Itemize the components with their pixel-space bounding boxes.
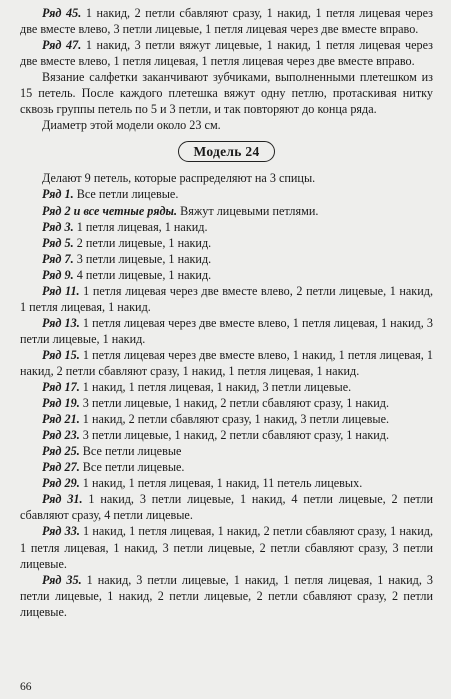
diameter-paragraph: Диаметр этой модели около 23 см. (42, 118, 221, 133)
row-label: Ряд 45. (42, 6, 82, 20)
row-text: 3 петли лицевые, 1 накид, 2 петли сбавляют сразу, 1 накид. (79, 428, 390, 443)
row-paragraph (20, 427, 433, 443)
row-label: Ряд 29. (42, 476, 80, 491)
row-paragraph (20, 235, 433, 251)
row-text: Все петли лицевые (79, 444, 182, 459)
row-paragraph (20, 443, 433, 459)
row-label: Ряд 31. (42, 492, 83, 507)
row-text: 1 накид, 3 петли лицевые, 1 накид, 1 петля лицевая, 1 накид, 3 петли лицевые, 1 накид, 2 петли лицевые, 2 петли сбавляют сразу, 2 петли лицевые. (20, 572, 433, 619)
row-paragraph (20, 411, 433, 427)
row-paragraph (20, 219, 433, 235)
intro-paragraph: Делают 9 петель, которые распределяют на 3 спицы. (42, 171, 316, 186)
row-label: Ряд 2 и все четные ряды. (42, 203, 178, 218)
row-text: 1 петля лицевая через две вместе влево, 1 петля лицевая, 1 накид, 3 петли лицевые, 1 накид. (20, 315, 433, 346)
row-text: 1 накид, 3 петли вяжут лицевые, 1 накид, 1 петля лицевая через две вместе влево, 1 петля лицевая, 1 петля лицевая через две вместе вправо. (20, 38, 433, 69)
row-paragraph (20, 459, 433, 475)
row-text: 3 петли лицевые, 1 накид, 2 петли сбавляют сразу, 1 накид. (79, 396, 390, 411)
row-text: Вяжут лицевыми петлями. (177, 203, 319, 218)
row-label: Ряд 23. (42, 428, 80, 443)
row-label: Ряд 5. (42, 235, 74, 250)
row-paragraph (20, 186, 433, 202)
row-paragraph (20, 379, 433, 395)
row-text: 1 накид, 1 петля лицевая, 1 накид, 3 петли лицевые. (79, 380, 352, 395)
finish-paragraph: Вязание салфетки заканчивают зубчиками, выполненными плетешком из 15 петель. После каждого плетешка вяжут одну петлю, протаскивая нитку сквозь группы петель по 5 и 3 петли, и так повторяют до конца ряда. (20, 70, 433, 117)
row-paragraph (20, 491, 433, 523)
row-text: 2 петли лицевые, 1 накид. (73, 235, 212, 250)
row-text: 1 накид, 1 петля лицевая, 1 накид, 2 петли сбавляют сразу, 1 накид, 1 петля лицевая, 1 накид, 3 петли лицевые, 2 петли сбавляют сразу, 3 петли лицевые. (20, 524, 433, 571)
row-label: Ряд 9. (42, 267, 74, 282)
row-paragraph (20, 203, 433, 219)
row-paragraph (20, 315, 433, 347)
row-label: Ряд 17. (42, 380, 80, 395)
heading-container (20, 141, 433, 162)
row-paragraph (20, 572, 433, 620)
row-paragraph (20, 283, 433, 315)
rows-list (20, 186, 433, 619)
row-label: Ряд 21. (42, 412, 80, 427)
row-label: Ряд 27. (42, 460, 80, 475)
row-label: Ряд 7. (42, 251, 74, 266)
row-text: 4 петли лицевые, 1 накид. (73, 267, 212, 282)
row-text: 1 петля лицевая через две вместе влево, 2 петли лицевые, 1 накид, 1 петля лицевая, 1 накид. (20, 283, 433, 314)
row-text: Все петли лицевые. (79, 460, 185, 475)
row-text: 1 накид, 3 петли лицевые, 1 накид, 4 петли лицевые, 2 петли сбавляют сразу, 4 петли лицевые. (20, 492, 434, 523)
row-label: Ряд 15. (42, 347, 80, 362)
page-number: 66 (20, 680, 32, 693)
row-label: Ряд 1. (42, 187, 74, 202)
row-text: 1 накид, 2 петли сбавляют сразу, 1 накид, 1 петля лицевая через две вместе влево, 3 петли лицевые, 1 петля лицевая через две вместе вправо. (20, 6, 433, 37)
row-paragraph (20, 37, 433, 69)
row-label: Ряд 11. (42, 283, 80, 298)
row-label: Ряд 25. (42, 444, 80, 459)
row-paragraph (20, 347, 433, 379)
row-label: Ряд 19. (42, 396, 80, 411)
row-paragraph (20, 5, 433, 37)
row-text: 1 петля лицевая, 1 накид. (73, 219, 208, 234)
row-paragraph (20, 251, 433, 267)
row-text: 3 петли лицевые, 1 накид. (73, 251, 212, 266)
row-label: Ряд 13. (42, 315, 80, 330)
row-text: Все петли лицевые. (73, 187, 179, 202)
row-text: 1 петля лицевая через две вместе влево, 1 накид, 1 петля лицевая, 1 накид, 2 петли сбавляют сразу, 1 накид, 1 петля лицевая, 1 накид. (20, 347, 433, 378)
row-paragraph (20, 267, 433, 283)
row-paragraph (20, 523, 433, 571)
row-label: Ряд 47. (42, 38, 82, 53)
row-paragraph (20, 475, 433, 491)
row-text: 1 накид, 1 петля лицевая, 1 накид, 11 петель лицевых. (79, 476, 363, 491)
model-heading: Модель 24 (178, 141, 274, 162)
row-label: Ряд 33. (42, 524, 80, 539)
row-paragraph (20, 395, 433, 411)
row-label: Ряд 3. (42, 219, 74, 234)
row-text: 1 накид, 2 петли сбавляют сразу, 1 накид, 3 петли лицевые. (79, 412, 390, 427)
row-label: Ряд 35. (42, 572, 82, 587)
